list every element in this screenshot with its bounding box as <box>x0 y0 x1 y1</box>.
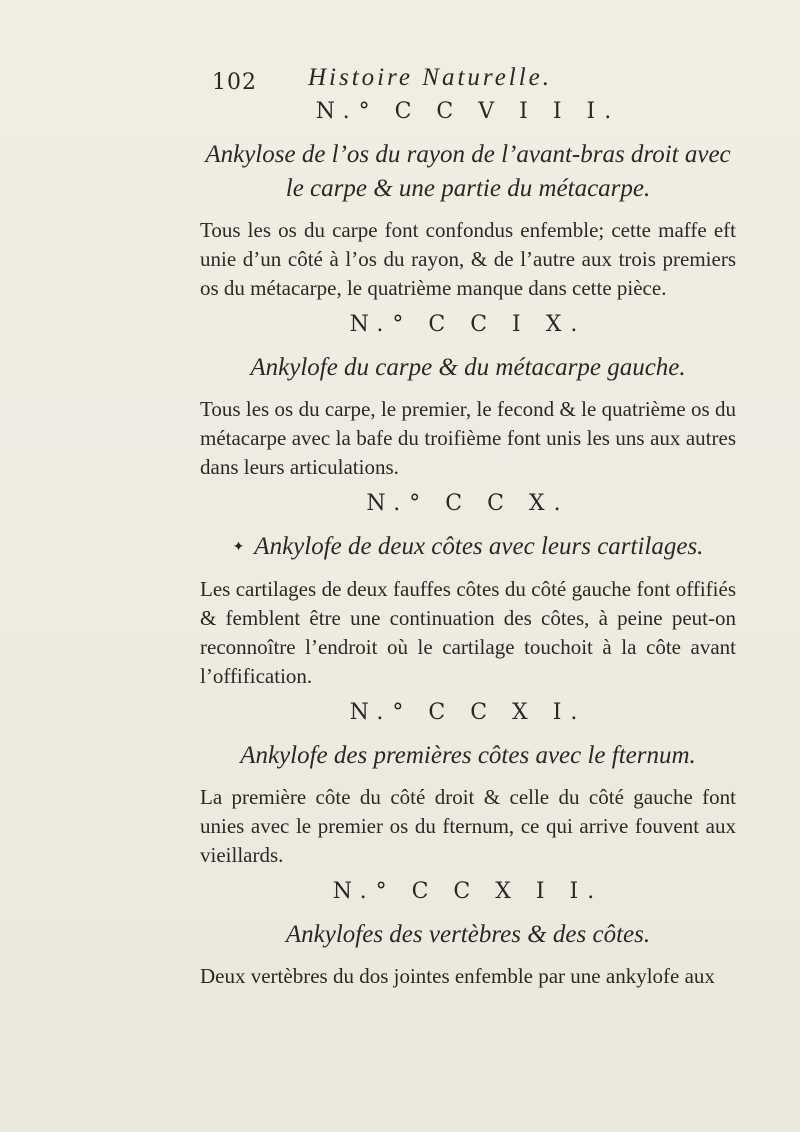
entry-title: Ankylofe du carpe & du métacarpe gauche. <box>250 354 686 381</box>
running-title: Histoire Naturelle. <box>308 64 553 91</box>
page-content <box>200 96 736 997</box>
entry-number: N.° C C X. <box>366 491 570 516</box>
entry-title: Ankylofe des premières côtes avec le fternum. <box>240 742 696 770</box>
entry-number: N.° C C X I I. <box>332 879 604 905</box>
page-number: 102 <box>212 70 257 95</box>
entry-212 <box>200 876 736 991</box>
entry-211 <box>200 697 736 870</box>
entry-title-with-marker <box>200 530 736 565</box>
entry-number: N.° C C V I I I. <box>315 99 621 124</box>
entry-text: Deux vertèbres du dos jointes enfemble par une ankylofe aux <box>200 964 715 989</box>
entry-text: Tous les os du carpe font confondus enfemble; cette maffe eft unie d’un côté à l’os du rayon, & de l’autre aux trois premiers os du métacarpe, le quatrième manque dans cette pièce. <box>200 218 736 300</box>
entry-text: Tous les os du carpe, le premier, le fecond & le quatrième os du métacarpe avec la bafe du troifième font unis les uns aux autres dans leurs articulations. <box>200 397 736 479</box>
entry-208 <box>200 96 736 303</box>
entry-text: Les cartilages de deux fauffes côtes du côté gauche font offifiés & femblent être une continuation des côtes, à peine peut-on reconnoître l’endroit où le cartilage touchoit à la côte avant l’offification. <box>200 577 736 689</box>
entry-title: Ankylofe de deux côtes avec leurs cartilages. <box>254 533 704 560</box>
entry-title: Ankylose de l’os du rayon de l’avant-bras droit avec le carpe & une partie du métacarpe. <box>205 141 731 202</box>
entry-title: Ankylofes des vertèbres & des côtes. <box>285 921 651 949</box>
page-header <box>0 62 800 98</box>
entry-number: N.° C C I X. <box>349 312 587 337</box>
entry-number: N.° C C X I. <box>349 700 587 726</box>
entry-209 <box>200 309 736 482</box>
entry-210 <box>200 488 736 691</box>
entry-text: La première côte du côté droit & celle du côté gauche font unies avec le premier os du fternum, ce qui arrive fouvent aux vieillards. <box>200 785 736 868</box>
asterism-marker-icon: ✦ <box>232 540 245 556</box>
